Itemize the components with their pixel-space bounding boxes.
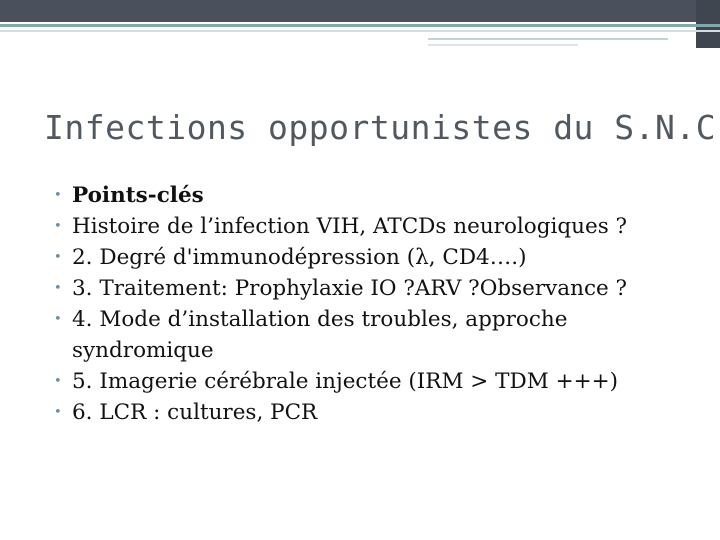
bullet-list	[50, 180, 700, 428]
bullet-item	[50, 242, 700, 273]
bullet-text: 5. Imagerie cérébrale injectée (IRM > TDM +++)	[72, 369, 619, 394]
slide-title: Infections opportunistes du S.N.C	[44, 108, 717, 147]
bullet-text: Histoire de l’infection VIH, ATCDs neurologiques ?	[72, 214, 628, 239]
bullet-dot-icon: •	[54, 405, 62, 420]
bullet-text: 2. Degré d'immunodépression (λ, CD4….)	[72, 245, 527, 270]
bullet-dot-icon: •	[54, 219, 62, 234]
bullet-item	[50, 366, 700, 397]
bullet-text: 6. LCR : cultures, PCR	[72, 400, 318, 425]
bullet-dot-icon: •	[54, 312, 62, 327]
top-banner	[0, 0, 720, 22]
bullet-item	[50, 180, 700, 211]
bullet-dot-icon: •	[54, 281, 62, 296]
accent-line	[0, 24, 720, 27]
bullet-text: 4. Mode d’installation des troubles, approche syndromique	[72, 307, 568, 363]
bullet-item	[50, 211, 700, 242]
bullet-item	[50, 273, 700, 304]
bullet-dot-icon: •	[54, 188, 62, 203]
bullet-item	[50, 397, 700, 428]
decorative-line	[428, 38, 668, 40]
bullet-item	[50, 304, 700, 366]
bullet-text: Points-clés	[72, 183, 204, 208]
bullet-dot-icon: •	[54, 374, 62, 389]
decorative-line-short	[428, 44, 578, 46]
bullet-text: 3. Traitement: Prophylaxie IO ?ARV ?Observance ?	[72, 276, 628, 301]
bullet-dot-icon: •	[54, 250, 62, 265]
accent-line-light	[0, 30, 720, 32]
